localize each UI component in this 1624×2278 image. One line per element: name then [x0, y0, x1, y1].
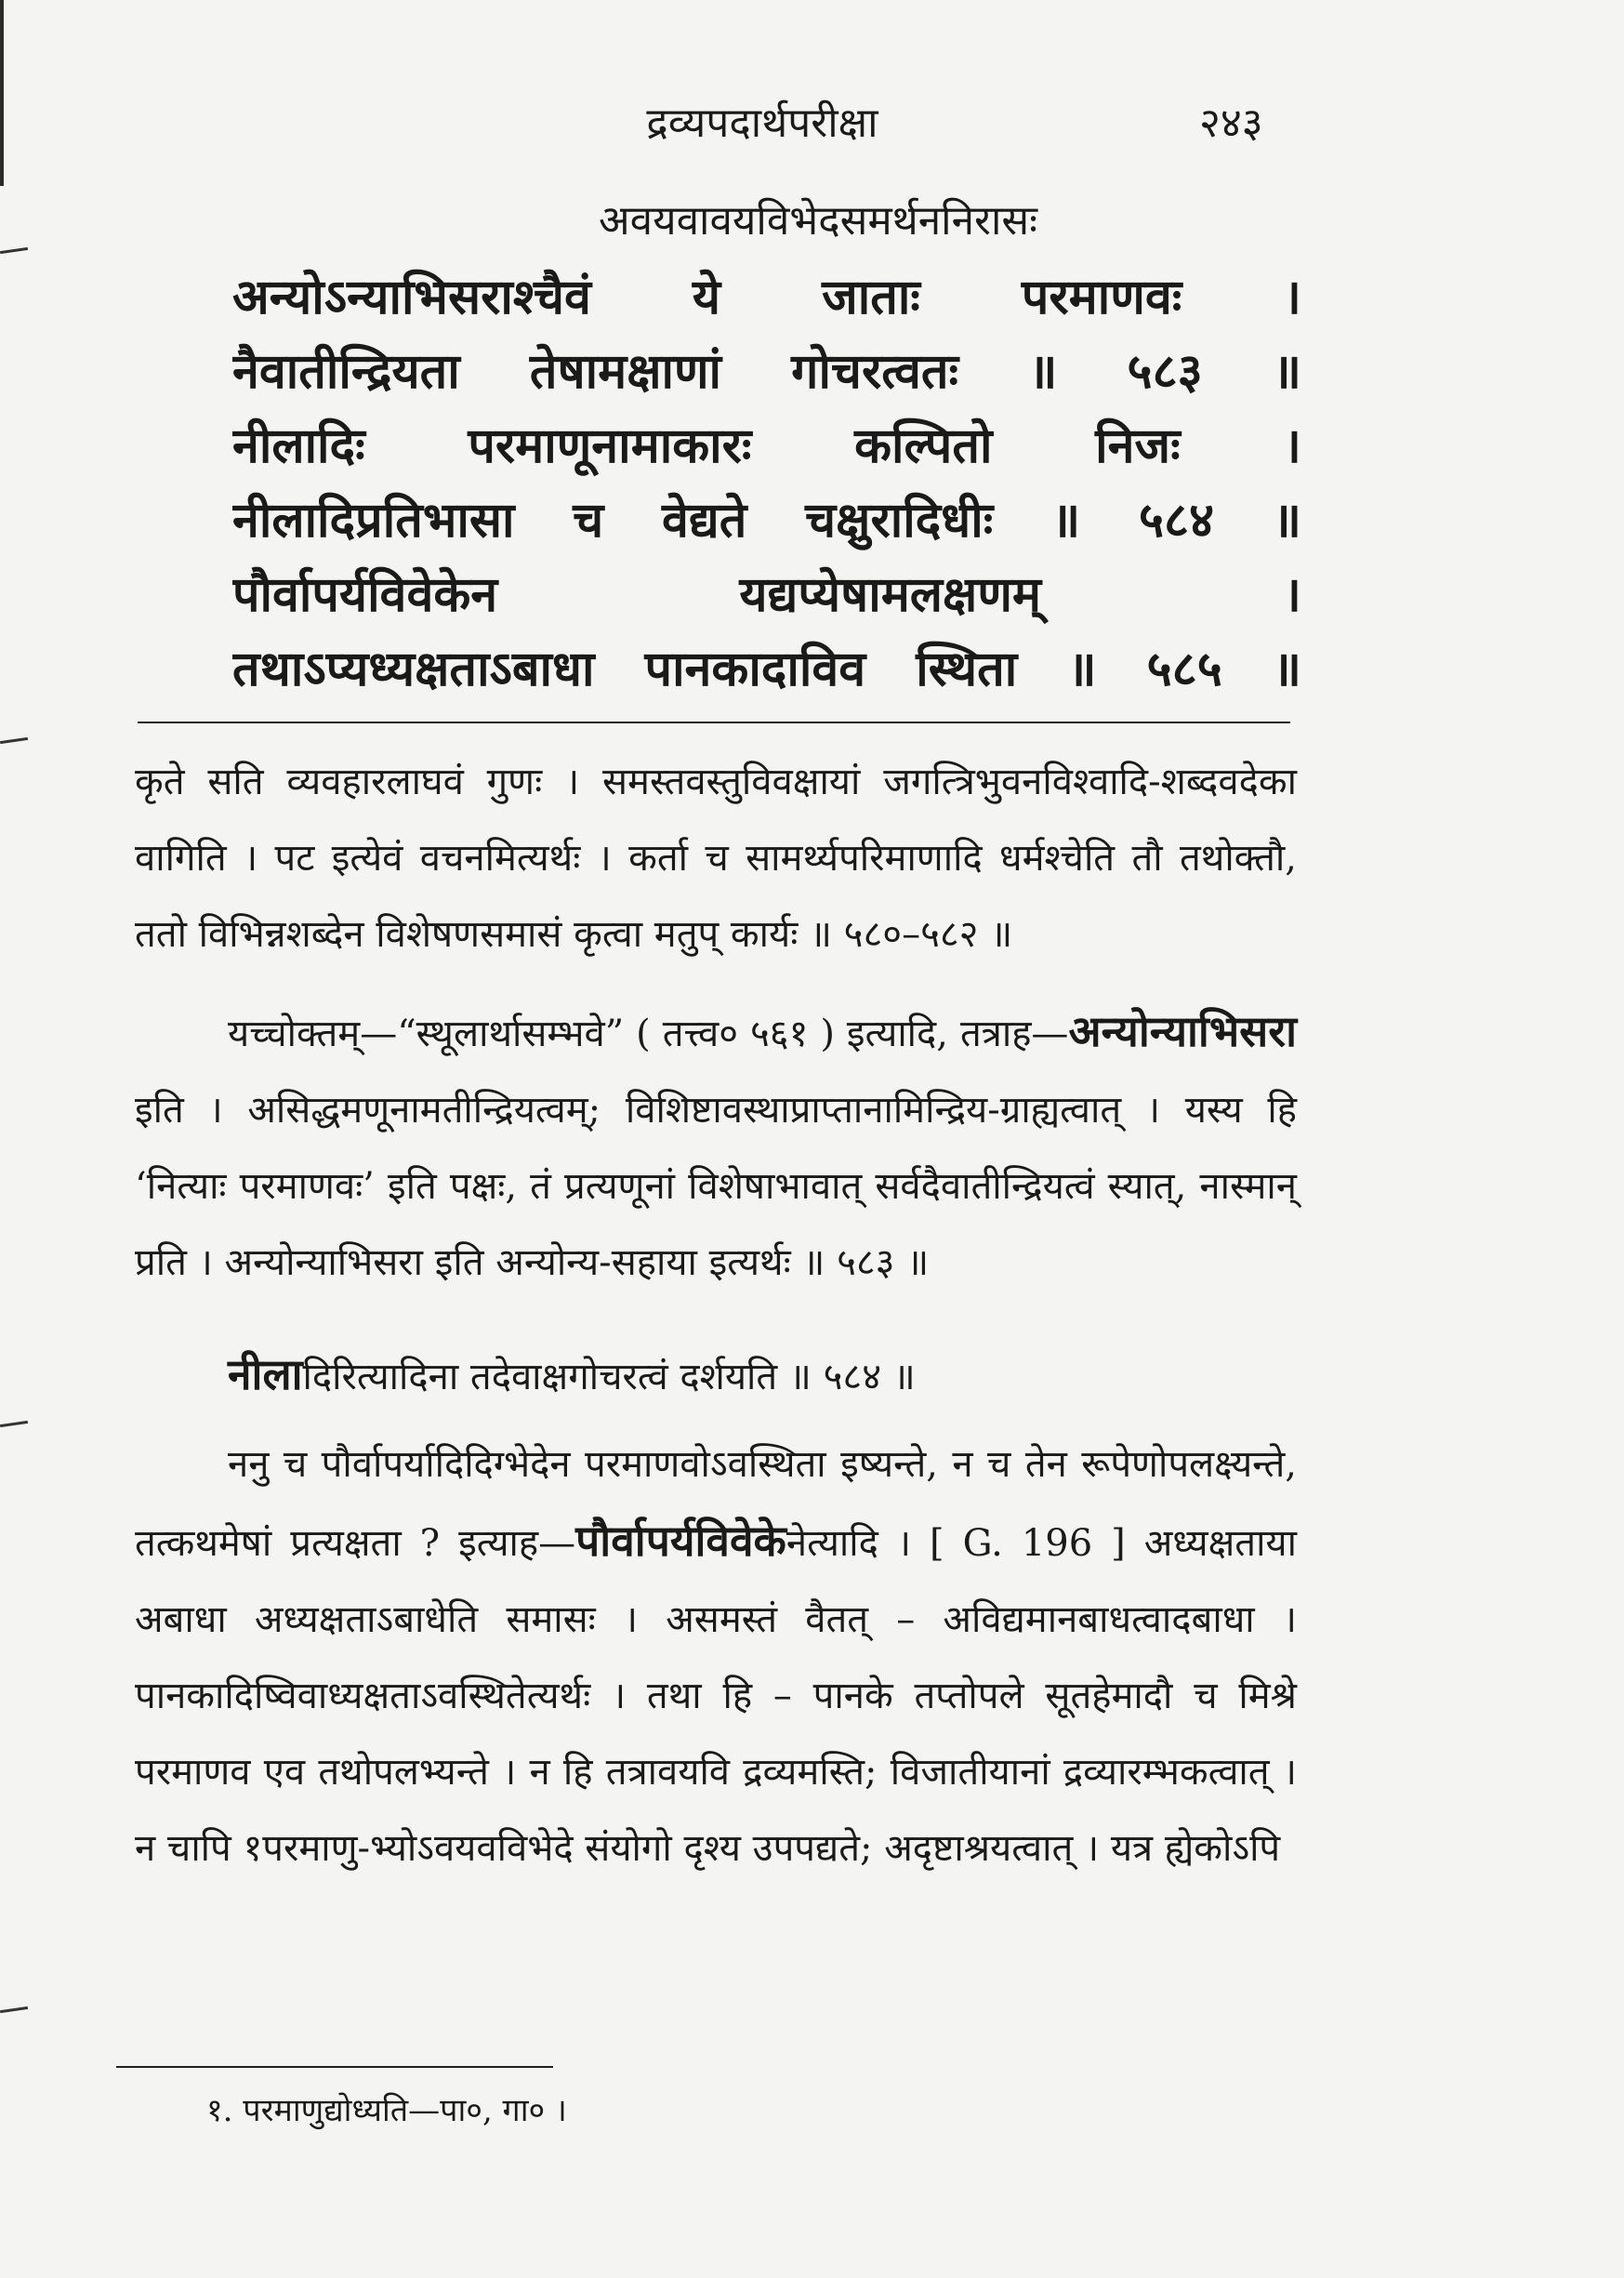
verse-line: तथाऽप्यध्यक्षताऽबाधा पानकादाविव स्थिता ॥ ५८५ ॥ [232, 641, 1301, 697]
paragraph-text: दिरित्यादिना तदेवाक्षगोचरत्वं दर्शयति ॥ ५८४ ॥ [302, 1356, 916, 1398]
paragraph-text: ननु च पौर्वापर्यादिदिग्भेदेन परमाणवोऽवस्थिता इष्यन्ते, न च तेन रूपेणोपलक्ष्यन्ते, तत्कथमेषां प्रत्यक्षता ? इत्याह— [135, 1443, 1297, 1565]
edge-mark [0, 1421, 28, 1427]
edge-mark [0, 2006, 28, 2013]
commentary-paragraph [135, 993, 1297, 1301]
section-title: अवयवावयविभेदसमर्थननिरासः [598, 197, 1038, 245]
paragraph-text: यच्चोक्तम्—“स्थूलार्थासम्भवे” ( तत्त्व० ५६१ ) इत्यादि, तत्राह— [228, 1013, 1069, 1055]
footnote-rule [116, 2066, 553, 2068]
verse-line: नैवातीन्द्रियता तेषामक्षाणां गोचरत्वतः ॥ ५८३ ॥ [232, 343, 1301, 400]
lemma-bold: पौर्वापर्यविवेके [575, 1516, 786, 1566]
verse-line: पौर्वापर्यविवेकेन यद्यप्येषामलक्षणम् । [232, 566, 1301, 623]
verse-divider-rule [138, 722, 1290, 723]
verse-line: नीलादिः परमाणूनामाकारः कल्पितो निजः । [232, 417, 1301, 474]
footnote: १. परमाणुद्योध्यति—पा०, गा० । [206, 2092, 567, 2129]
verse-line: अन्योऽन्याभिसराश्चैवं ये जाताः परमाणवः । [232, 269, 1301, 325]
page-number: २४३ [1199, 99, 1263, 147]
verse-line: नीलादिप्रतिभासा च वेद्यते चक्षुरादिधीः ॥ ५८४ ॥ [232, 492, 1301, 549]
verse-block [232, 260, 1301, 707]
lemma-bold: नीला [228, 1349, 303, 1399]
page-edge-shadow [0, 0, 4, 186]
edge-mark [0, 737, 28, 744]
commentary-paragraph [135, 1336, 1297, 1415]
paragraph-text: नेत्यादि । [ G. 196 ] अध्यक्षताया अबाधा अध्यक्षताऽबाधेति समासः । असमस्तं वैतत् – अविद्यमानबाधत्वादबाधा । पानकादिष्विवाध्यक्षताऽवस्थितेत्यर्थः । तथा हि – पानके तप्तोपले सूतहेमादौ च मिश्रे परमाणव एव तथोपलभ्यन्ते । न हि तत्रावयवि द्रव्यमस्ति; विजातीयानां द्रव्यारम्भकत्वात् । न चापि १परमाणु-भ्योऽवयवविभेदे संयोगो दृश्य उपपद्यते; अदृष्टाश्रयत्वात् । यत्र ह्येकोऽपि [135, 1522, 1297, 1870]
paragraph-text: इति । असिद्धमणूनामतीन्द्रियत्वम्; विशिष्टावस्थाप्राप्तानामिन्द्रिय-ग्राह्यत्वात् । यस्य हि ‘नित्याः परमाणवः’ इति पक्षः, तं प्रत्यणूनां विशेषाभावात् सर्वदैवातीन्द्रियत्वं स्यात्, नास्मान् प्रति । अन्योन्याभिसरा इति अन्योन्य-सहाया इत्यर्थः ॥ ५८३ ॥ [135, 1089, 1297, 1284]
commentary-paragraph: कृते सति व्यवहारलाघवं गुणः । समस्तवस्तुविवक्षायां जगत्त्रिभुवनविश्वादि-शब्दवदेका वागिति । पट इत्येवं वचनमित्यर्थः । कर्ता च सामर्थ्यपरिमाणादि धर्मश्चेति तौ तथोक्तौ, ततो विभिन्नशब्देन विशेषणसमासं कृत्वा मतुप् कार्यः ॥ ५८०–५८२ ॥ [135, 761, 1297, 956]
lemma-bold: अन्योन्याभिसरा [1068, 1006, 1297, 1056]
commentary-paragraph [135, 1426, 1297, 1887]
commentary [135, 744, 1297, 1887]
running-header: द्रव्यपदार्थपरीक्षा [646, 99, 878, 147]
edge-mark [0, 247, 28, 254]
